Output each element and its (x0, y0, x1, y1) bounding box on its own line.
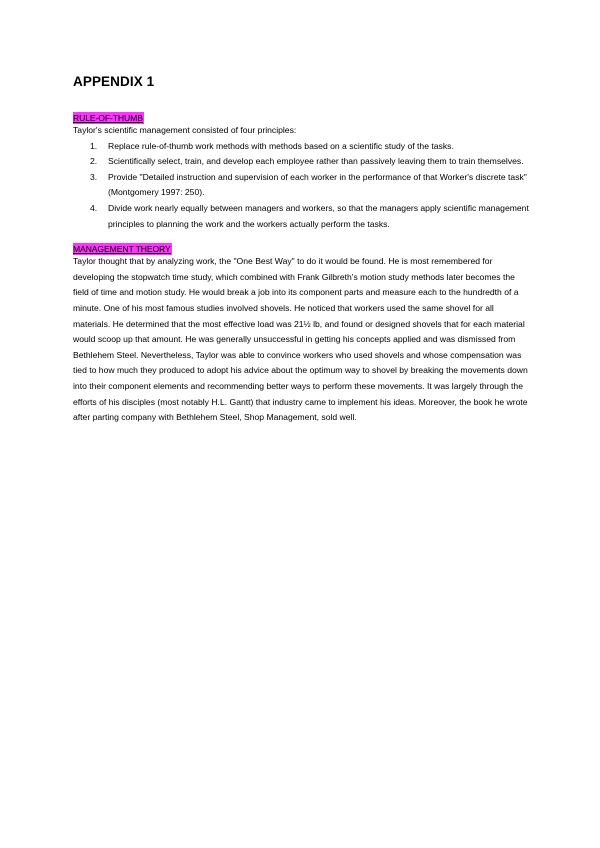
section-heading-management-theory: MANAGEMENT THEORY (73, 244, 171, 255)
document-content (73, 73, 533, 426)
list-item (73, 139, 533, 155)
section-spacer (73, 232, 533, 241)
list-item-text: Replace rule-of-thumb work methods with methods based on a scientific study of the tasks. (108, 140, 454, 151)
list-item-text: Provide "Detailed instruction and supervision of each worker in the performance of that Worker's discrete task" (Montgomery 1997: 250). (108, 171, 527, 198)
list-item (73, 201, 533, 232)
section-heading-row (73, 110, 533, 123)
list-item (73, 154, 533, 170)
list-item (73, 170, 533, 201)
page-title: APPENDIX 1 (73, 74, 155, 89)
list-item-number: 4. (90, 202, 98, 213)
list-item-number: 2. (90, 156, 98, 167)
section-intro: Taylor's scientific management consisted of four principles: (73, 125, 297, 135)
list-item-number: 1. (90, 140, 98, 151)
section-heading-row (73, 241, 533, 254)
list-item-text: Scientifically select, train, and develop each employee rather than passively leaving them to train themselves. (108, 156, 524, 167)
section-heading-rule-of-thumb: RULE-OF-THUMB (73, 113, 143, 123)
list-item-number: 3. (90, 171, 98, 182)
principles-list (73, 139, 533, 233)
section-body: Taylor thought that by analyzing work, the "One Best Way" to do it would be found. He is most remembered for developing the stopwatch time study, which combined with Frank Gilbreth's motion study methods later becomes the field of time and motion study. He would break a job into its component parts and measure each to the hundredth of a minute. One of his most famous studies involved shovels. He noticed that workers used the same shovel for all materials. He determined that the most effective load was 21½ lb, and found or designed shovels that for each material would scoop up that amount. He was generally unsuccessful in getting his concepts applied and was dismissed from Bethlehem Steel. Nevertheless, Taylor was able to convince workers who used shovels and whose compensation was tied to how much they produced to adopt his advice about the optimum way to shovel by breaking the movements down into their component elements and recommending better ways to perform these movements. It was largely through the efforts of his disciples (most notably H.L. Gantt) that industry came to implement his ideas. Moreover, the book he wrote after parting company with Bethlehem Steel, Shop Management, sold well. (73, 256, 528, 423)
list-item-text: Divide work nearly equally between managers and workers, so that the managers apply scientific management principles to planning the work and the workers actually perform the tasks. (108, 202, 529, 229)
